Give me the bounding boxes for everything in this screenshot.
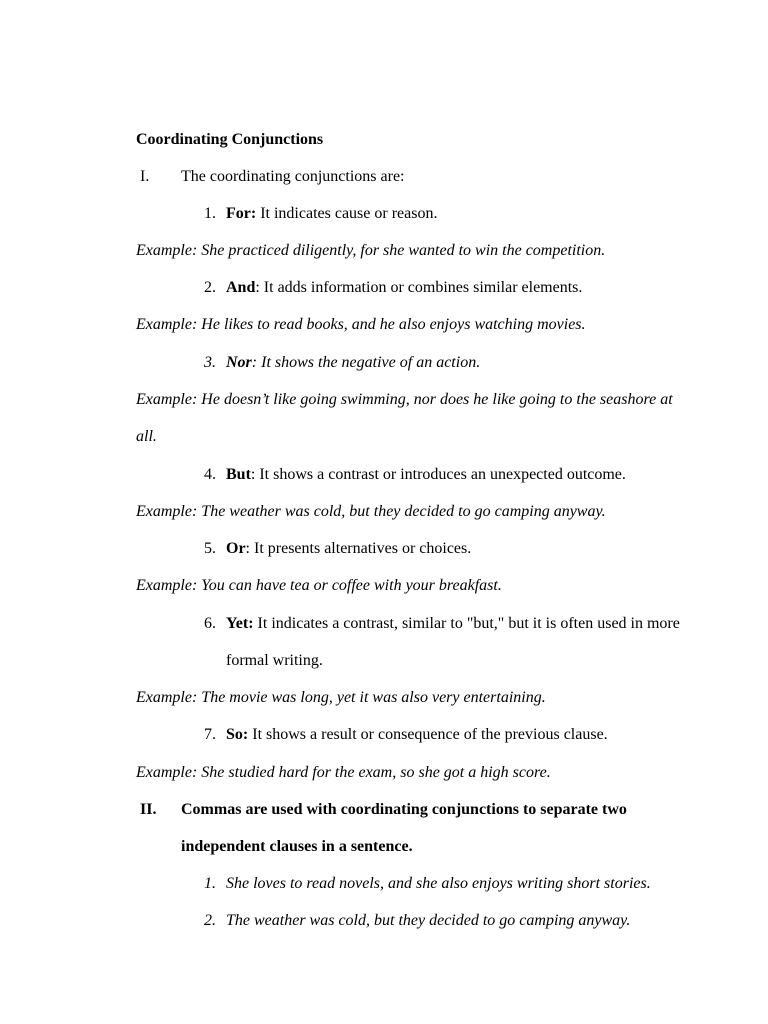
example-sentence: Example: The weather was cold, but they decided to go camping anyway.: [136, 503, 606, 520]
conjunction-term: For:: [226, 205, 257, 222]
example-sentence: Example: The movie was long, yet it was also very entertaining.: [136, 689, 546, 706]
example-sentence: Example: He likes to read books, and he also enjoys watching movies.: [136, 316, 586, 333]
list-item: [226, 353, 480, 373]
conjunction-description: : It shows a contrast or introduces an unexpected outcome.: [250, 466, 626, 483]
list-item-number: 5.: [204, 540, 216, 557]
comma-example: She loves to read novels, and she also enjoys writing short stories.: [226, 875, 651, 892]
conjunction-description: : It adds information or combines similar elements.: [255, 279, 583, 296]
conjunction-term: But: [226, 466, 251, 483]
list-item: [226, 725, 608, 745]
list-item: [226, 465, 626, 485]
section-2-text: Commas are used with coordinating conjunctions to separate two: [181, 801, 627, 818]
list-item-number: 3.: [204, 354, 216, 371]
example-sentence: Example: You can have tea or coffee with your breakfast.: [136, 577, 502, 594]
list-item-number: 1.: [204, 205, 216, 222]
list-item-number: 2.: [204, 912, 216, 929]
conjunction-description: It shows a result or consequence of the previous clause.: [248, 726, 608, 743]
list-item-number: 2.: [204, 279, 216, 296]
conjunction-term: Nor: [226, 354, 252, 371]
conjunction-description: It indicates cause or reason.: [256, 205, 438, 222]
document-title: Coordinating Conjunctions: [136, 131, 324, 148]
comma-example: The weather was cold, but they decided to go camping anyway.: [226, 912, 631, 929]
list-item-number: 1.: [204, 875, 216, 892]
list-item: [226, 539, 471, 559]
list-item: [226, 614, 680, 634]
section-1-numeral: I.: [140, 168, 150, 185]
list-item-number: 6.: [204, 615, 216, 632]
list-item: [226, 278, 582, 298]
conjunction-description: : It presents alternatives or choices.: [245, 540, 472, 557]
section-2-text-continued: independent clauses in a sentence.: [181, 838, 413, 855]
section-2-numeral: II.: [140, 801, 157, 818]
example-sentence-continued: all.: [136, 428, 157, 445]
list-item-number: 7.: [204, 726, 216, 743]
conjunction-description: It indicates a contrast, similar to "but," but it is often used in more: [253, 615, 680, 632]
example-sentence: Example: She studied hard for the exam, so she got a high score.: [136, 764, 551, 781]
conjunction-term: So:: [226, 726, 249, 743]
list-item-continued: formal writing.: [226, 652, 323, 669]
conjunction-description: : It shows the negative of an action.: [251, 354, 481, 371]
example-sentence: Example: She practiced diligently, for she wanted to win the competition.: [136, 242, 606, 259]
section-1-text: The coordinating conjunctions are:: [181, 168, 405, 185]
conjunction-term: Yet:: [226, 615, 254, 632]
conjunction-term: Or: [226, 540, 246, 557]
example-sentence: Example: He doesn’t like going swimming, nor does he like going to the seashore at: [136, 391, 673, 408]
list-item-number: 4.: [204, 466, 216, 483]
conjunction-term: And: [226, 279, 256, 296]
list-item: [226, 204, 437, 224]
